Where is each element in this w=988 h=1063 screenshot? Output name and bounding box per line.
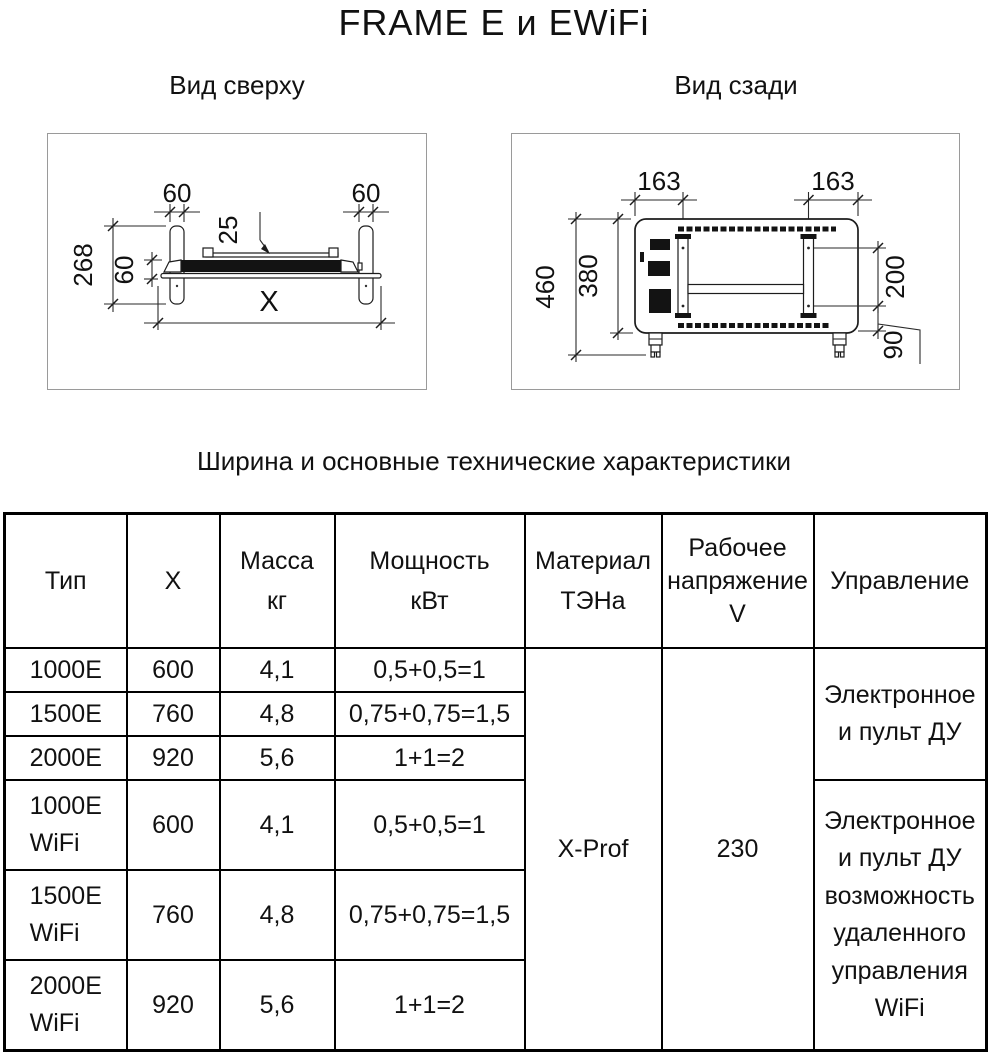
dim-60-depth [109, 252, 162, 287]
cell-type: 1000E WiFi [5, 780, 127, 870]
dim-label-460: 460 [530, 265, 560, 309]
cell-x: 760 [127, 870, 220, 960]
row-1000e [5, 648, 987, 692]
cell-mass: 5,6 [220, 960, 335, 1051]
cell-power: 1+1=2 [335, 736, 525, 780]
cell-control-e: Электронное и пульт ДУ [814, 648, 987, 780]
cell-x: 600 [127, 780, 220, 870]
header-material: Материал ТЭНа [525, 514, 662, 649]
cell-material-merged: X-Prof [525, 648, 662, 1051]
cell-type: 1500E WiFi [5, 870, 127, 960]
cell-mass: 4,8 [220, 692, 335, 736]
cell-power: 0,5+0,5=1 [335, 780, 525, 870]
dim-380 [573, 212, 633, 340]
page-title: FRAME E и EWiFi [338, 2, 650, 43]
cell-power: 0,75+0,75=1,5 [335, 870, 525, 960]
dim-90 [858, 306, 920, 364]
dim-60-left [154, 178, 200, 222]
header-x: X [127, 514, 220, 649]
cell-type: 2000E [5, 736, 127, 780]
cell-type: 1500E [5, 692, 127, 736]
dim-label-25: 25 [213, 215, 243, 245]
rear-view-drawing [512, 134, 957, 387]
dim-label-90: 90 [878, 330, 908, 360]
dim-label-163-right: 163 [811, 166, 855, 196]
header-type: Тип [5, 514, 127, 649]
header-control: Управление [814, 514, 987, 649]
cell-voltage-merged: 230 [662, 648, 814, 1051]
header-voltage: Рабочее напряжение V [662, 514, 814, 649]
dim-label-380: 380 [573, 254, 603, 298]
dim-label-200: 200 [880, 255, 910, 299]
cell-control-wifi: Электронное и пульт ДУ возможность удаленного управления WiFi [814, 780, 987, 1051]
header-row [5, 514, 987, 649]
dim-label-268: 268 [68, 243, 98, 287]
dim-label-60-depth: 60 [109, 255, 139, 285]
row-1000e-wifi [5, 780, 987, 870]
top-view-drawing-box [47, 133, 427, 390]
dim-163-right [794, 166, 872, 216]
rear-foot-left [649, 333, 662, 357]
dim-label-x: X [259, 286, 279, 318]
dim-label-60-left: 60 [162, 178, 192, 208]
dim-25 [213, 212, 270, 254]
dim-60-right [343, 178, 389, 222]
cell-mass: 4,8 [220, 870, 335, 960]
cell-x: 600 [127, 648, 220, 692]
header-mass: Масса кг [220, 514, 335, 649]
cell-x: 920 [127, 736, 220, 780]
cell-type: 2000E WiFi [5, 960, 127, 1051]
top-view-title: Вид сверху [169, 70, 305, 100]
rear-view-title: Вид сзади [674, 70, 798, 100]
cell-mass: 5,6 [220, 736, 335, 780]
cell-x: 760 [127, 692, 220, 736]
cell-power: 0,5+0,5=1 [335, 648, 525, 692]
cell-power: 1+1=2 [335, 960, 525, 1051]
dim-label-60-right: 60 [351, 178, 381, 208]
cell-type: 1000E [5, 648, 127, 692]
spec-table [3, 512, 988, 1052]
cell-x: 920 [127, 960, 220, 1051]
rear-view-drawing-box [511, 133, 960, 390]
dim-label-163-left: 163 [637, 166, 681, 196]
cell-mass: 4,1 [220, 780, 335, 870]
table-caption: Ширина и основные технические характеристики [196, 446, 792, 476]
top-view-drawing [48, 134, 426, 387]
rear-foot-right [833, 333, 846, 357]
cell-mass: 4,1 [220, 648, 335, 692]
dim-163-left [621, 166, 697, 216]
cell-power: 0,75+0,75=1,5 [335, 692, 525, 736]
header-power: Мощность кВт [335, 514, 525, 649]
rear-view-body [635, 192, 858, 357]
